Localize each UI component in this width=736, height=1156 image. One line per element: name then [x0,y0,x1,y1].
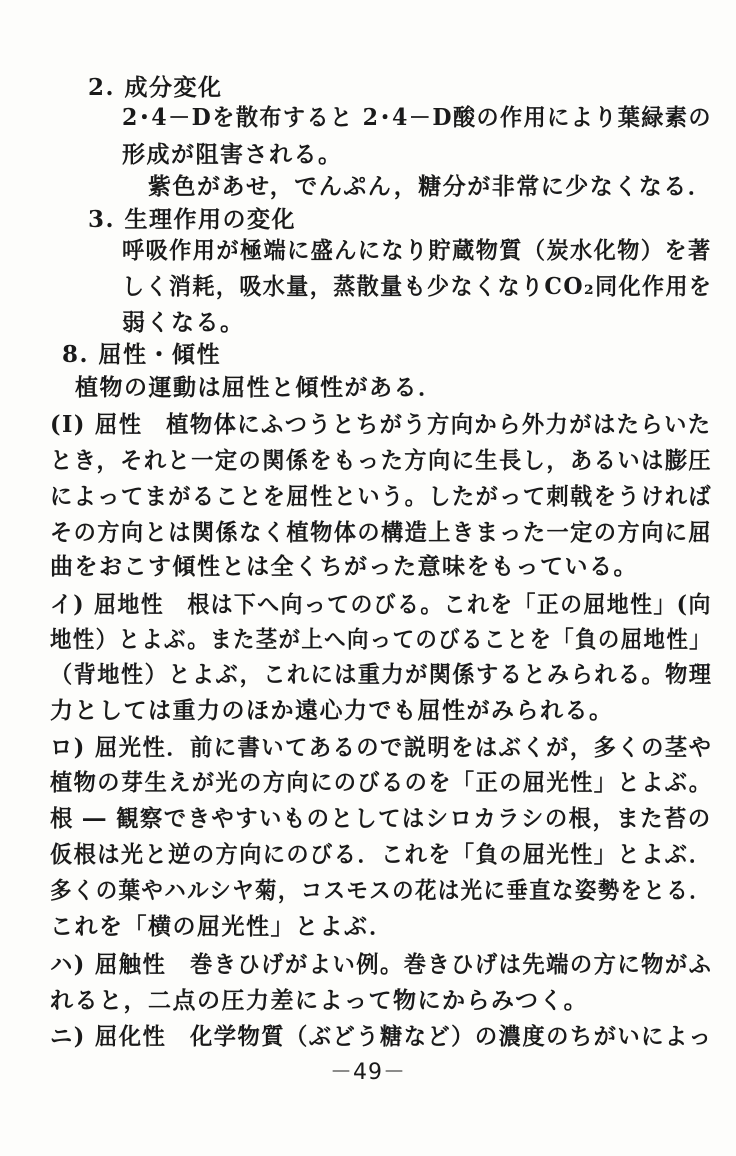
text-line: イ) 屈地性 根は下へ向ってのびる。これを「正の屈地性」(向 [50,591,712,618]
heading-8-tropism-nasty: 8. 屈性・傾性 [62,341,222,368]
text-line: 曲をおこす傾性とは全くちがった意味をもっている。 [50,553,638,580]
text-line: 植物の運動は屈性と傾性がある． [75,374,443,401]
text-line: 多くの葉やハルシヤ菊，コスモスの花は光に垂直な姿勢をとる． [50,877,712,904]
text-line: ハ) 屈触性 巻きひげがよい例。巻きひげは先端の方に物がふ [50,951,713,978]
text-line: 力としては重力のほか遠心力でも屈性がみられる。 [50,697,614,724]
text-line: 形成が阻害される。 [122,141,343,168]
page-number: －49－ [330,1060,406,1085]
text-line: れると，二点の圧力差によって物にからみつく。 [50,987,589,1014]
text-line: 2･4－Dを散布すると 2･4－D酸の作用により葉緑素の [122,104,712,131]
text-line: しく消耗，吸水量，蒸散量も少なくなりCO₂同化作用を [122,273,713,300]
text-line: これを「横の屈光性」とよぶ． [50,913,394,940]
text-line: 仮根は光と逆の方向にのびる．これを「負の屈光性」とよぶ． [50,841,713,868]
text-line: ニ) 屈化性 化学物質（ぶどう糖など）の濃度のちがいによっ [50,1023,713,1050]
heading-2-component-change: 2. 成分変化 [88,74,223,101]
text-line: とき，それと一定の関係をもった方向に生長し，あるいは膨圧 [50,447,713,474]
text-line: (I) 屈性 植物体にふつうとちがう方向から外力がはたらいた [50,411,712,438]
text-line: 根 ― 観察できやすいものとしてはシロカラシの根，また苔の [50,805,712,832]
text-line: その方向とは関係なく植物体の構造上きまった一定の方向に屈 [50,519,712,546]
text-line: ロ) 屈光性．前に書いてあるので説明をはぶくが，多くの茎や [50,734,713,761]
text-line: 地性）とよぶ。また茎が上へ向ってのびることを「負の屈地性」 [50,626,712,653]
text-line: 紫色があせ，でんぷん，糖分が非常に少なくなる． [148,173,713,200]
text-line: 呼吸作用が極端に盛んになり貯蔵物質（炭水化物）を著 [122,237,712,264]
text-line: （背地性）とよぶ，これには重力が関係するとみられる。物理 [50,661,713,688]
heading-3-physiology-change: 3. 生理作用の変化 [88,206,297,233]
text-line: によってまがることを屈性という。したがって刺戟をうければ [50,483,712,510]
text-line: 弱くなる。 [122,309,245,336]
text-line: 植物の芽生えが光の方向にのびるのを「正の屈光性」とよぶ。 [50,769,713,796]
